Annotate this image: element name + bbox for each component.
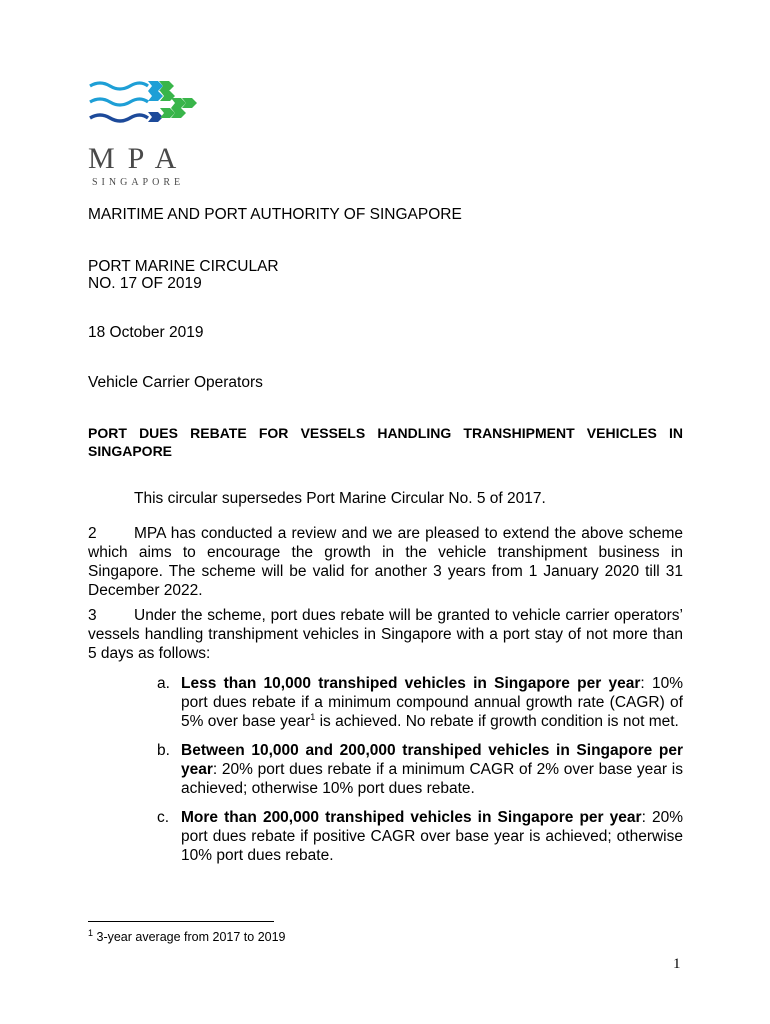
list-item-text: : 10% port dues rebate if a minimum compound annual growth rate (CAGR) of 5% over base year — [181, 675, 683, 730]
list-item-c — [157, 808, 683, 865]
circular-date: 18 October 2019 — [88, 324, 204, 341]
paragraph-3-text: Under the scheme, port dues rebate will be granted to vehicle carrier operators’ vessels handling transhipment vehicles in Singapore with a port stay of not more than 5 days as follows: — [88, 607, 683, 662]
list-item-label: a. — [157, 675, 170, 692]
list-item-bold: Between 10,000 and 200,000 transhiped vehicles in Singapore per year — [181, 742, 683, 778]
paragraph-2 — [88, 524, 683, 600]
paragraph-1: This circular supersedes Port Marine Circular No. 5 of 2017. — [134, 490, 546, 507]
organization-name: MARITIME AND PORT AUTHORITY OF SINGAPORE — [88, 206, 462, 223]
list-item-text: : 20% port dues rebate if a minimum CAGR of 2% over base year is achieved; otherwise 10% port dues rebate. — [181, 761, 683, 797]
footnote-text: 3-year average from 2017 to 2019 — [93, 930, 286, 944]
paragraph-3-number: 3 — [88, 607, 97, 624]
mpa-logo-waves-icon — [86, 78, 198, 128]
subject-line-1: PORT DUES REBATE FOR VESSELS HANDLING TRANSHIPMENT VEHICLES IN — [88, 425, 683, 441]
circular-type: PORT MARINE CIRCULAR — [88, 258, 279, 275]
list-item-b — [157, 741, 683, 798]
logo-subtitle: SINGAPORE — [92, 177, 185, 188]
list-item-text: : 20% port dues rebate if positive CAGR over base year is achieved; otherwise 10% port dues rebate. — [181, 809, 683, 864]
footnote — [88, 927, 286, 944]
list-item-a — [157, 674, 683, 731]
subject-line-2: SINGAPORE — [88, 443, 173, 459]
footnote-reference: 1 — [310, 711, 316, 722]
list-item-label: b. — [157, 742, 170, 759]
list-item-text-end: is achieved. No rebate if growth condition is not met. — [315, 713, 679, 730]
list-item-bold: More than 200,000 transhiped vehicles in Singapore per year — [181, 809, 642, 826]
logo-title: MPA — [88, 142, 190, 175]
addressee: Vehicle Carrier Operators — [88, 374, 263, 391]
footnote-marker: 1 — [88, 927, 94, 938]
subject-heading — [88, 424, 683, 460]
paragraph-3 — [88, 606, 683, 663]
circular-number: NO. 17 OF 2019 — [88, 275, 202, 292]
list-item-bold: Less than 10,000 transhiped vehicles in Singapore per year — [181, 675, 641, 692]
paragraph-2-text: MPA has conducted a review and we are pleased to extend the above scheme which aims to encourage the growth in the vehicle transhipment business in Singapore. The scheme will be valid for another 3 years from 1 January 2020 till 31 December 2022. — [88, 525, 683, 599]
footnote-separator — [88, 921, 274, 922]
list-item-label: c. — [157, 809, 170, 826]
paragraph-2-number: 2 — [88, 525, 97, 542]
page-number: 1 — [673, 956, 681, 972]
